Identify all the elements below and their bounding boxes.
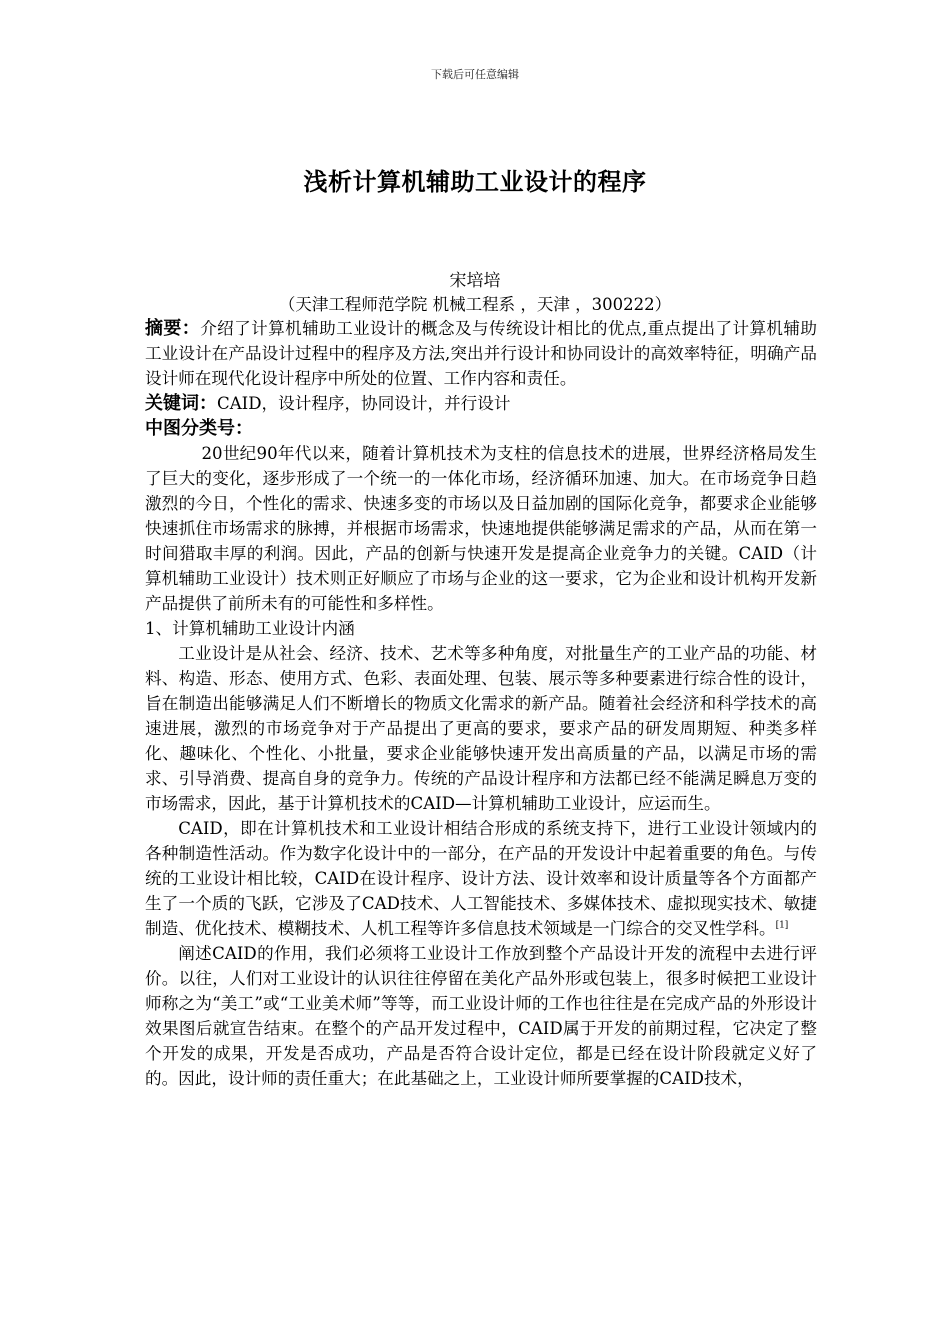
author-name: 宋培培	[449, 271, 501, 291]
keywords-label: 关键词：	[145, 393, 217, 414]
abstract-label: 摘要：	[145, 318, 201, 339]
section-1-paragraph-2-text: CAID，即在计算机技术和工业设计相结合形成的系统支持下，进行工业设计领域内的各种制造性活动。作为数字化设计中的一部分，在产品的开发设计中起着重要的角色。与传统的工业设计相比较，CAID在设计程序、设计方法、设计效率和设计质量等各个方面都产生了一个质的飞跃，它涉及了CAD技术、人工智能技术、多媒体技术、虚拟现实技术、敏捷制造、优化技术、模糊技术、人机工程等许多信息技术领域是一门综合的交叉性学科。	[145, 819, 817, 938]
abstract-text: 介绍了计算机辅助工业设计的概念及与传统设计相比的优点,重点提出了计算机辅助工业设计在产品设计过程中的程序及方法,突出并行设计和协同设计的高效率特征，明确产品设计师在现代化设计程序中所处的位置、工作内容和责任。	[145, 319, 817, 388]
abstract	[145, 316, 817, 391]
section-1-paragraph-2	[145, 816, 817, 941]
citation-ref: [1]	[775, 920, 789, 931]
intro-paragraph: 20世纪90年代以来，随着计算机技术为支柱的信息技术的进展，世界经济格局发生了巨大的变化，逐步形成了一个统一的一体化市场，经济循环加速、加大。在市场竞争日趋激烈的今日，个性化的需求、快速多变的市场以及日益加剧的国际化竞争，都要求企业能够快速抓住市场需求的脉搏，并根据市场需求，快速地提供能够满足需求的产品，从而在第一时间猎取丰厚的利润。因此，产品的创新与快速开发是提高企业竞争力的关键。CAID（计算机辅助工业设计）技术则正好顺应了市场与企业的这一要求，它为企业和设计机构开发新产品提供了前所未有的可能性和多样性。	[145, 444, 817, 613]
section-1-heading: 1、计算机辅助工业设计内涵	[145, 619, 355, 638]
author-affiliation: （天津工程师范学院 机械工程系 ，天津 ，300222）	[278, 295, 672, 314]
keywords-text: CAID，设计程序，协同设计，并行设计	[217, 394, 511, 413]
classification-label: 中图分类号：	[145, 418, 253, 439]
classification	[145, 416, 817, 441]
paper-title: 浅析计算机辅助工业设计的程序	[303, 168, 647, 196]
keywords	[145, 391, 817, 416]
section-1-paragraph-3: 阐述CAID的作用，我们必须将工业设计工作放到整个产品设计开发的流程中去进行评价。以往，人们对工业设计的认识往往停留在美化产品外形或包装上，很多时候把工业设计师称之为“美工”或“工业美术师”等等，而工业设计师的工作也往往是在完成产品的外形设计效果图后就宣告结束。在整个的产品开发过程中，CAID属于开发的前期过程，它决定了整个开发的成果，开发是否成功，产品是否符合设计定位，都是已经在设计阶段就定义好了的。因此，设计师的责任重大；在此基础之上，工业设计师所要掌握的CAID技术，	[145, 944, 817, 1088]
section-1-paragraph-1: 工业设计是从社会、经济、技术、艺术等多种角度，对批量生产的工业产品的功能、材料、构造、形态、使用方式、色彩、表面处理、包装、展示等多种要素进行综合性的设计，旨在制造出能够满足人们不断增长的物质文化需求的新产品。随着社会经济和科学技术的高速进展，激烈的市场竞争对于产品提出了更高的要求，要求产品的研发周期短、种类多样化、趣味化、个性化、小批量，要求企业能够快速开发出高质量的产品，以满足市场的需求、引导消费、提高自身的竞争力。传统的产品设计程序和方法都已经不能满足瞬息万变的市场需求，因此，基于计算机技术的CAID—计算机辅助工业设计，应运而生。	[145, 644, 817, 813]
page-header: 下载后可任意编辑	[431, 68, 519, 81]
paper-body	[145, 316, 817, 1091]
